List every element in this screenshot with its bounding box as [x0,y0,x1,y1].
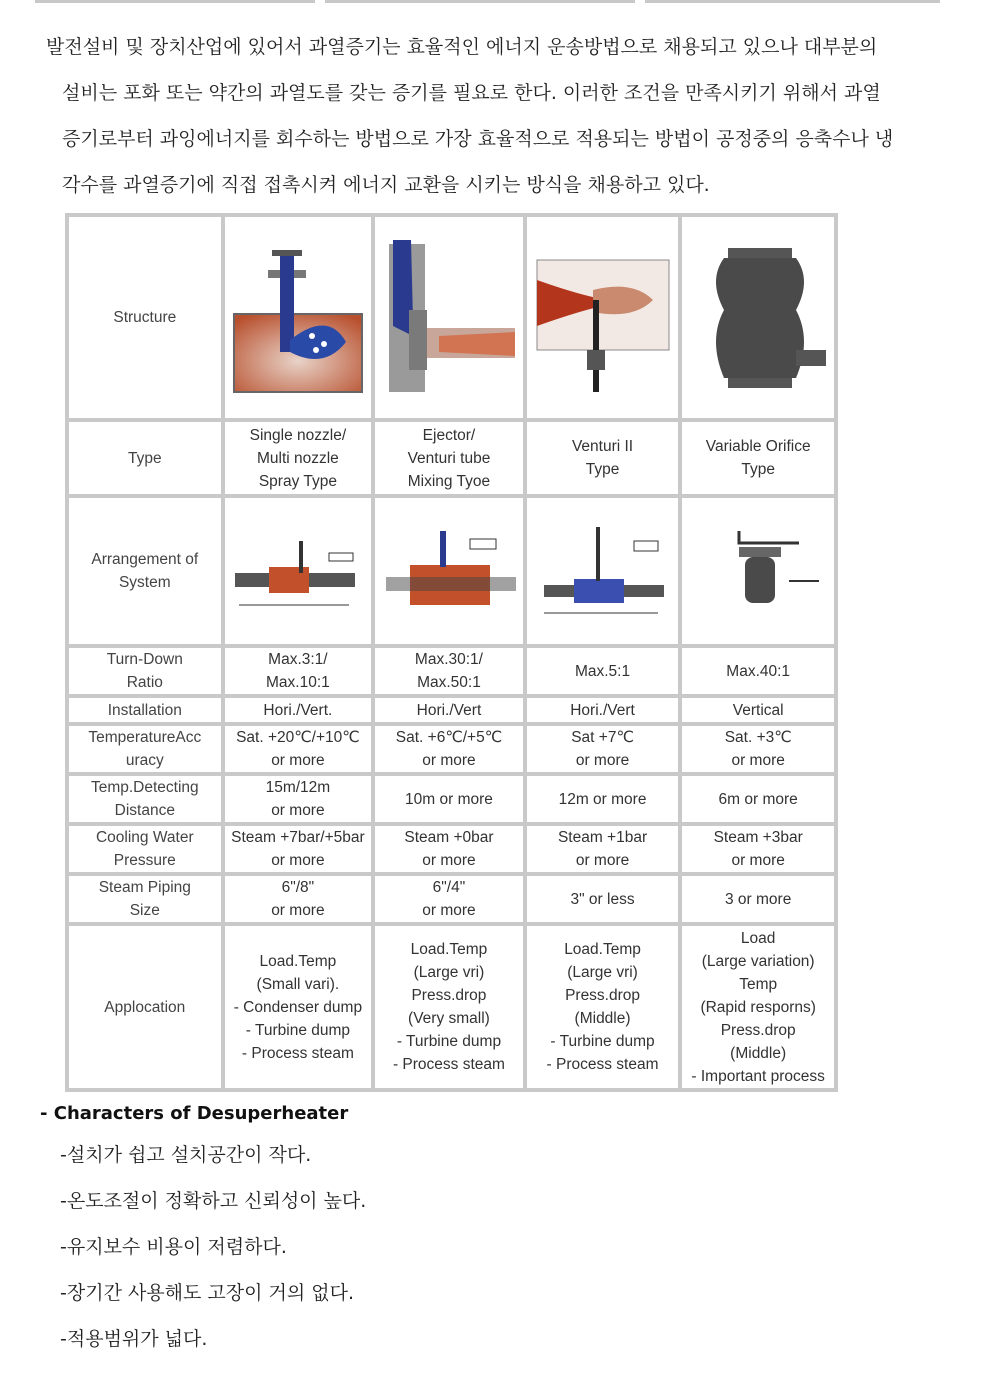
table-row [69,648,834,694]
row-label-arrangement: Arrangement of System [69,498,221,644]
table-cell: Hori./Vert [527,698,679,722]
intro-line: 증기로부터 과잉에너지를 회수하는 방법으로 가장 효율적으로 적용되는 방법이 공정중의 응축수나 냉 [62,128,894,150]
row-label: Cooling Water Pressure [69,826,221,872]
table-cell: 6"/4" or more [375,876,523,922]
table-cell: Vertical [682,698,834,722]
row-label: Steam Piping Size [69,876,221,922]
table-row-structure [69,217,834,418]
table-cell: Load.Temp (Small vari). - Condenser dump - Turbine dump - Process steam [225,926,372,1088]
type-cell: Venturi II Type [527,422,679,494]
top-divider [0,0,1000,4]
table-cell: Load.Temp (Large vri) Press.drop (Middle) - Turbine dump - Process steam [527,926,679,1088]
table-row [69,826,834,872]
table-cell: 6m or more [682,776,834,822]
row-label-type: Type [69,422,221,494]
intro-line: 각수를 과열증기에 직접 접촉시켜 에너지 교환을 시키는 방식을 채용하고 있다. [62,174,710,196]
intro-paragraph [46,24,966,208]
type-cell: Ejector/ Venturi tube Mixing Tyoe [375,422,523,494]
table-row-type [69,422,834,494]
structure-venturi-ii-image [527,217,679,418]
table-cell: 3 or more [682,876,834,922]
arrangement-spray-diagram [225,498,372,644]
list-item: -장기간 사용해도 고장이 거의 없다. [60,1282,355,1304]
table-cell: Sat +7℃ or more [527,726,679,772]
desuperheater-comparison-table [65,213,838,1092]
arrangement-ejector-diagram [375,498,523,644]
structure-spray-type-image [225,217,372,418]
list-item: -유지보수 비용이 저렴하다. [60,1236,287,1258]
table-cell: 6"/8" or more [225,876,372,922]
table-cell: Max.30:1/ Max.50:1 [375,648,523,694]
intro-line: 설비는 포화 또는 약간의 과열도를 갖는 증기를 필요로 한다. 이러한 조건을 만족시키기 위해서 과열 [62,82,881,104]
row-label: Installation [69,698,221,722]
table-cell: 15m/12m or more [225,776,372,822]
table-cell: Sat. +20℃/+10℃ or more [225,726,372,772]
table-cell: Hori./Vert [375,698,523,722]
table-cell: Steam +3bar or more [682,826,834,872]
type-cell: Single nozzle/ Multi nozzle Spray Type [225,422,372,494]
row-label-structure: Structure [69,217,221,418]
arrangement-orifice-diagram [682,498,834,644]
structure-ejector-venturi-image [375,217,523,418]
list-item: -온도조절이 정확하고 신뢰성이 높다. [60,1190,367,1212]
table-cell: Steam +7bar/+5bar or more [225,826,372,872]
table-cell: 3" or less [527,876,679,922]
table-cell: 10m or more [375,776,523,822]
characters-section [40,1096,940,1362]
table-cell: Load.Temp (Large vri) Press.drop (Very small) - Turbine dump - Process steam [375,926,523,1088]
structure-variable-orifice-image [682,217,834,418]
table-row [69,926,834,1088]
list-item: -설치가 쉽고 설치공간이 작다. [60,1144,312,1166]
row-label: Turn-Down Ratio [69,648,221,694]
table-cell: Sat. +3℃ or more [682,726,834,772]
table-cell: Max.5:1 [527,648,679,694]
table-cell: Steam +1bar or more [527,826,679,872]
table-row [69,698,834,722]
table-row-arrangement [69,498,834,644]
characters-title: - Characters of Desuperheater [40,1103,349,1124]
arrangement-venturi-diagram [527,498,679,644]
table-cell: Hori./Vert. [225,698,372,722]
table-cell: 12m or more [527,776,679,822]
table-cell: Steam +0bar or more [375,826,523,872]
table-row [69,876,834,922]
type-cell: Variable Orifice Type [682,422,834,494]
row-label: Temp.Detecting Distance [69,776,221,822]
row-label: TemperatureAcc uracy [69,726,221,772]
table-cell: Load (Large variation) Temp (Rapid resporns) Press.drop (Middle) - Important process [682,926,834,1088]
list-item: -적용범위가 넓다. [60,1328,208,1350]
table-row [69,776,834,822]
characters-list [40,1132,940,1362]
row-label: Applocation [69,926,221,1088]
table-cell: Max.40:1 [682,648,834,694]
table-row [69,726,834,772]
table-cell: Max.3:1/ Max.10:1 [225,648,372,694]
intro-line: 발전설비 및 장치산업에 있어서 과열증기는 효율적인 에너지 운송방법으로 채용되고 있으나 대부분의 [46,36,878,58]
table-cell: Sat. +6℃/+5℃ or more [375,726,523,772]
